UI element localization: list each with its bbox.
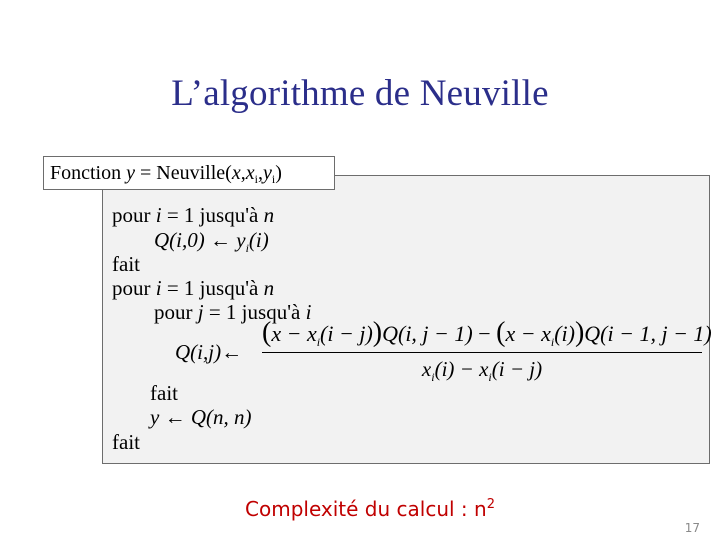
page-number: 17 <box>684 521 700 535</box>
assign-arrow: ← <box>221 340 243 364</box>
keyword-fait: fait <box>112 430 140 454</box>
complexity-note <box>0 497 720 521</box>
keyword-fait: fait <box>150 381 178 405</box>
loop-range: = 1 jusqu'à <box>203 300 306 324</box>
keyword-pour: pour <box>112 203 156 227</box>
denominator-sub: i <box>431 370 435 384</box>
function-arg-x: x <box>231 162 241 184</box>
paren: ( <box>262 317 272 348</box>
denominator-term: (i − j) <box>491 357 543 381</box>
fait-line-1 <box>112 252 140 276</box>
function-sep: , <box>257 162 263 184</box>
numerator-term: (i − j) <box>320 321 373 346</box>
function-result-var: y <box>126 162 136 184</box>
function-sep: , <box>240 162 246 184</box>
function-close: ) <box>275 162 282 184</box>
numerator-sub: i <box>550 335 555 349</box>
update-lhs-text: Q(i,j) <box>175 340 222 364</box>
paren: ( <box>496 317 506 348</box>
function-arg-xi-sub: i <box>254 172 258 186</box>
loop-end: n <box>263 203 275 227</box>
paren: ) <box>372 317 383 348</box>
init-rhs-var: y <box>236 228 246 252</box>
result-line <box>150 405 251 429</box>
keyword-fait: fait <box>112 252 140 276</box>
function-header <box>43 156 335 190</box>
keyword-pour: pour <box>154 300 198 324</box>
result-rhs: Q(n, n) <box>190 405 252 429</box>
keyword-pour: pour <box>112 276 156 300</box>
loop-end: i <box>305 300 312 324</box>
assign-arrow: ← <box>210 228 231 252</box>
loop-end: n <box>263 276 275 300</box>
init-line <box>154 228 269 255</box>
loop-range: = 1 jusqu'à <box>161 276 264 300</box>
init-rhs-sub: i <box>245 241 249 255</box>
loop-var: i <box>155 276 162 300</box>
numerator-q-term: Q(i − 1, j − 1) <box>584 321 712 346</box>
function-header-prefix: Fonction <box>50 162 127 184</box>
init-lhs: Q(i,0) <box>154 228 205 252</box>
numerator-q-term: Q(i, j − 1) <box>382 321 473 346</box>
function-assign: = Neuville( <box>135 162 232 184</box>
function-arg-yi-sub: i <box>271 172 276 186</box>
numerator-term: x − x <box>271 321 317 346</box>
fraction-denominator <box>262 356 702 382</box>
fraction-numerator <box>262 316 712 351</box>
complexity-exponent: 2 <box>486 497 495 512</box>
loop2-line <box>112 276 274 300</box>
neville-fraction <box>262 316 712 386</box>
minus-sign: − <box>472 321 497 346</box>
assign-arrow: ← <box>164 405 186 429</box>
result-lhs: y <box>150 405 160 429</box>
numerator-term: (i) <box>554 321 575 346</box>
numerator-sub: i <box>316 335 321 349</box>
function-arg-xi: x <box>245 162 255 184</box>
denominator-term: (i) − x <box>434 357 489 381</box>
init-rhs-arg: (i) <box>248 228 269 252</box>
update-lhs <box>175 340 242 364</box>
loop-var: j <box>197 300 204 324</box>
fait-line-inner <box>150 381 178 405</box>
slide-title: L’algorithme de Neuville <box>171 73 549 114</box>
loop1-line <box>112 203 274 227</box>
denominator-term: x <box>421 357 432 381</box>
fraction-bar <box>262 352 702 353</box>
fait-line-outer <box>112 430 140 454</box>
numerator-term: x − x <box>505 321 551 346</box>
loop-var: i <box>155 203 162 227</box>
denominator-sub: i <box>488 370 492 384</box>
function-arg-yi: y <box>262 162 272 184</box>
paren: ) <box>574 317 585 348</box>
complexity-label: Complexité du calcul : n <box>245 497 487 521</box>
loop-range: = 1 jusqu'à <box>161 203 264 227</box>
